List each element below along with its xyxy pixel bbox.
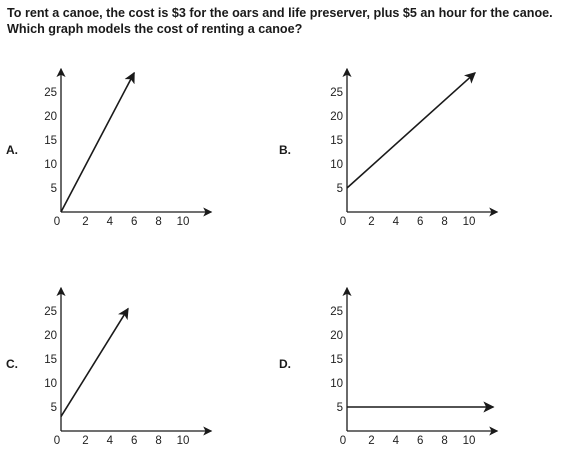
y-tick-label: 25 — [330, 87, 343, 99]
y-tick-label: 5 — [336, 402, 343, 414]
x-tick-label: 6 — [416, 435, 424, 447]
x-tick-label: 4 — [106, 435, 114, 447]
x-tick-label: 2 — [368, 435, 375, 447]
option-c-label: C. — [6, 357, 18, 371]
x-tick-label: 8 — [441, 435, 448, 447]
x-tick-label: 6 — [416, 216, 424, 228]
option-a-label: A. — [6, 143, 18, 157]
y-tick-label: 10 — [44, 159, 57, 171]
option-d-label: D. — [279, 357, 291, 371]
y-tick-label: 20 — [330, 111, 343, 123]
y-tick-label: 5 — [50, 183, 57, 195]
x-tick-label: 10 — [176, 216, 190, 228]
y-tick-label: 25 — [44, 306, 57, 318]
x-tick-label: 4 — [392, 216, 400, 228]
series-line — [61, 73, 134, 212]
question-line-2: Which graph models the cost of renting a canoe? — [7, 22, 303, 36]
y-tick-label: 25 — [330, 306, 343, 318]
y-tick-label: 20 — [44, 111, 57, 123]
x-tick-label: 8 — [155, 435, 162, 447]
x-tick-label: 4 — [106, 216, 114, 228]
y-tick-label: 15 — [330, 135, 343, 147]
y-tick-label: 20 — [330, 330, 343, 342]
y-tick-label: 5 — [50, 402, 57, 414]
series-line — [61, 309, 128, 417]
y-tick-label: 10 — [330, 378, 343, 390]
x-tick-label: 6 — [130, 435, 138, 447]
y-tick-label: 15 — [44, 354, 57, 366]
graph-a — [30, 62, 210, 237]
graph-d — [316, 281, 496, 456]
x-tick-label: 2 — [82, 435, 89, 447]
series-line — [347, 73, 475, 188]
x-tick-label: 0 — [339, 216, 347, 228]
x-tick-label: 0 — [339, 435, 347, 447]
x-tick-label: 4 — [392, 435, 400, 447]
x-tick-label: 2 — [82, 216, 89, 228]
question-line-1: To rent a canoe, the cost is $3 for the oars and life preserver, plus $5 an hour for the canoe. — [7, 6, 553, 20]
x-tick-label: 0 — [53, 216, 61, 228]
y-tick-label: 10 — [44, 378, 57, 390]
y-tick-label: 15 — [44, 135, 57, 147]
y-tick-label: 25 — [44, 87, 57, 99]
y-tick-label: 10 — [330, 159, 343, 171]
x-tick-label: 10 — [176, 435, 190, 447]
question-text — [7, 5, 563, 37]
x-tick-label: 8 — [441, 216, 448, 228]
y-tick-label: 5 — [336, 183, 343, 195]
option-b-label: B. — [279, 143, 291, 157]
x-tick-label: 10 — [462, 435, 476, 447]
x-tick-label: 6 — [130, 216, 138, 228]
x-tick-label: 10 — [462, 216, 476, 228]
x-tick-label: 8 — [155, 216, 162, 228]
y-tick-label: 15 — [330, 354, 343, 366]
y-tick-label: 20 — [44, 330, 57, 342]
graph-b — [316, 62, 496, 237]
x-tick-label: 0 — [53, 435, 61, 447]
x-tick-label: 2 — [368, 216, 375, 228]
graph-c — [30, 281, 210, 456]
